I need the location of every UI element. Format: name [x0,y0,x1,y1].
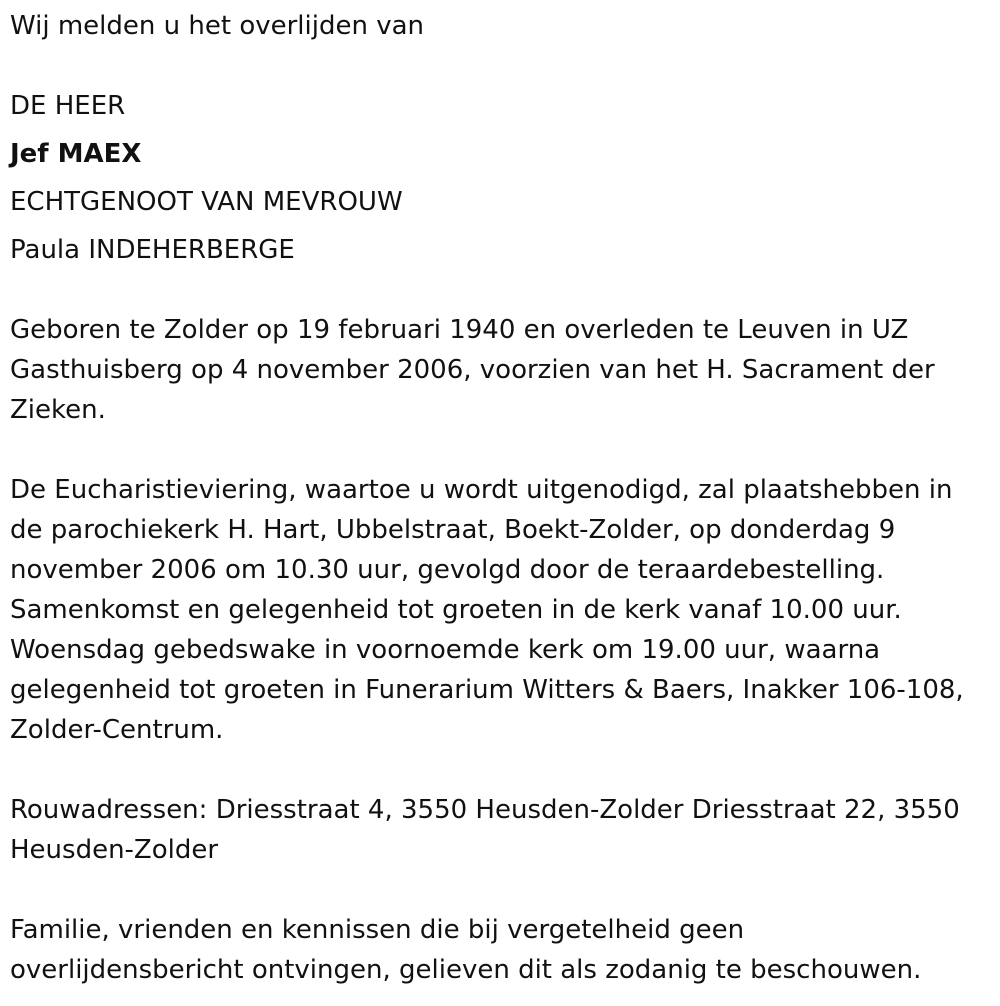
birth-death-line-3: Zieken. [10,395,106,425]
ceremony-line-2: de parochiekerk H. Hart, Ubbelstraat, Boekt-Zolder, op donderdag 9 [10,515,896,545]
deceased-block [10,86,985,270]
deceased-title: DE HEER [10,91,126,121]
birth-death-line-2: Gasthuisberg op 4 november 2006, voorzien van het H. Sacrament der [10,355,935,385]
addresses-paragraph [10,790,985,870]
ceremony-line-4: Samenkomst en gelegenheid tot groeten in de kerk vanaf 10.00 uur. [10,595,902,625]
birth-death-line-1: Geboren te Zolder op 19 februari 1940 en overleden te Leuven in UZ [10,315,909,345]
ceremony-line-7: Zolder-Centrum. [10,715,224,745]
partner-name: Paula INDEHERBERGE [10,235,295,265]
ceremony-line-1: De Eucharistieviering, waartoe u wordt uitgenodigd, zal plaatshebben in [10,475,953,505]
closing-line-2: overlijdensbericht ontvingen, gelieven dit als zodanig te beschouwen. [10,955,922,985]
addresses-line-1: Rouwadressen: Driesstraat 4, 3550 Heusden-Zolder Driesstraat 22, 3550 [10,795,960,825]
intro-text: Wij melden u het overlijden van [10,11,425,41]
deceased-name: Jef MAEX [10,139,142,169]
addresses-line-2: Heusden-Zolder [10,835,219,865]
ceremony-line-6: gelegenheid tot groeten in Funerarium Witters & Baers, Inakker 106-108, [10,675,964,705]
ceremony-line-3: november 2006 om 10.30 uur, gevolgd door de teraardebestelling. [10,555,885,585]
ceremony-line-5: Woensdag gebedswake in voornoemde kerk om 19.00 uur, waarna [10,635,881,665]
closing-line-1: Familie, vrienden en kennissen die bij vergetelheid geen [10,915,745,945]
death-notice [10,6,985,990]
relation-text: ECHTGENOOT VAN MEVROUW [10,187,403,217]
ceremony-paragraph [10,470,985,750]
closing-paragraph [10,910,985,990]
birth-death-paragraph [10,310,985,430]
